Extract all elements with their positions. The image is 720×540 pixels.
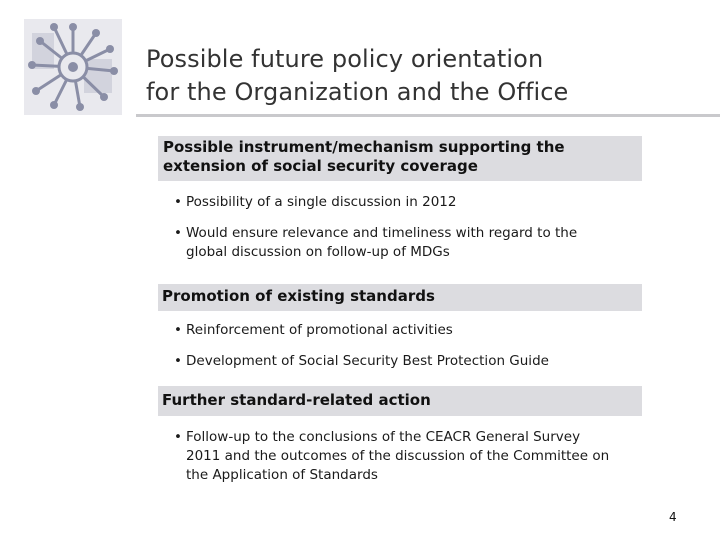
slide-title-line2: for the Organization and the Office bbox=[146, 78, 569, 106]
bullet-icon: • bbox=[174, 194, 182, 210]
list-item bbox=[174, 321, 644, 340]
bullet-icon: • bbox=[174, 225, 182, 241]
list-item-text: Possibility of a single discussion in 2012 bbox=[186, 194, 457, 210]
bullet-icon: • bbox=[174, 353, 182, 369]
list-item bbox=[174, 224, 644, 262]
section-heading-line: Further standard-related action bbox=[162, 391, 431, 409]
logo bbox=[24, 19, 122, 115]
bullet-icon: • bbox=[174, 322, 182, 338]
list-item bbox=[174, 352, 644, 371]
section-heading-line: extension of social security coverage bbox=[163, 157, 478, 175]
list-item-text: the Application of Standards bbox=[186, 467, 378, 483]
section-heading-instrument bbox=[158, 136, 642, 181]
slide-title bbox=[146, 43, 568, 109]
list-item-text: Follow-up to the conclusions of the CEACR General Survey bbox=[186, 429, 581, 445]
section-heading-promotion bbox=[158, 284, 642, 311]
bullet-list-further-action bbox=[174, 428, 644, 485]
section-heading-line: Possible instrument/mechanism supporting the bbox=[163, 138, 565, 156]
title-divider bbox=[136, 114, 720, 117]
list-item-text: Development of Social Security Best Protection Guide bbox=[186, 353, 549, 369]
page-number: 4 bbox=[669, 510, 677, 524]
list-item-text: Would ensure relevance and timeliness with regard to the bbox=[186, 225, 578, 241]
section-heading-line: Promotion of existing standards bbox=[162, 287, 435, 305]
list-item bbox=[174, 428, 644, 485]
list-item-text: Reinforcement of promotional activities bbox=[186, 322, 453, 338]
list-item-text: global discussion on follow-up of MDGs bbox=[186, 244, 450, 260]
bullet-list-instrument bbox=[174, 193, 644, 262]
bullet-icon: • bbox=[174, 429, 182, 445]
list-item bbox=[174, 193, 644, 212]
section-heading-further-action bbox=[158, 386, 642, 416]
bullet-list-promotion bbox=[174, 321, 644, 371]
list-item-text: 2011 and the outcomes of the discussion of the Committee on bbox=[186, 448, 610, 464]
ilo-emblem-icon bbox=[24, 19, 122, 115]
slide-title-line1: Possible future policy orientation bbox=[146, 45, 544, 73]
